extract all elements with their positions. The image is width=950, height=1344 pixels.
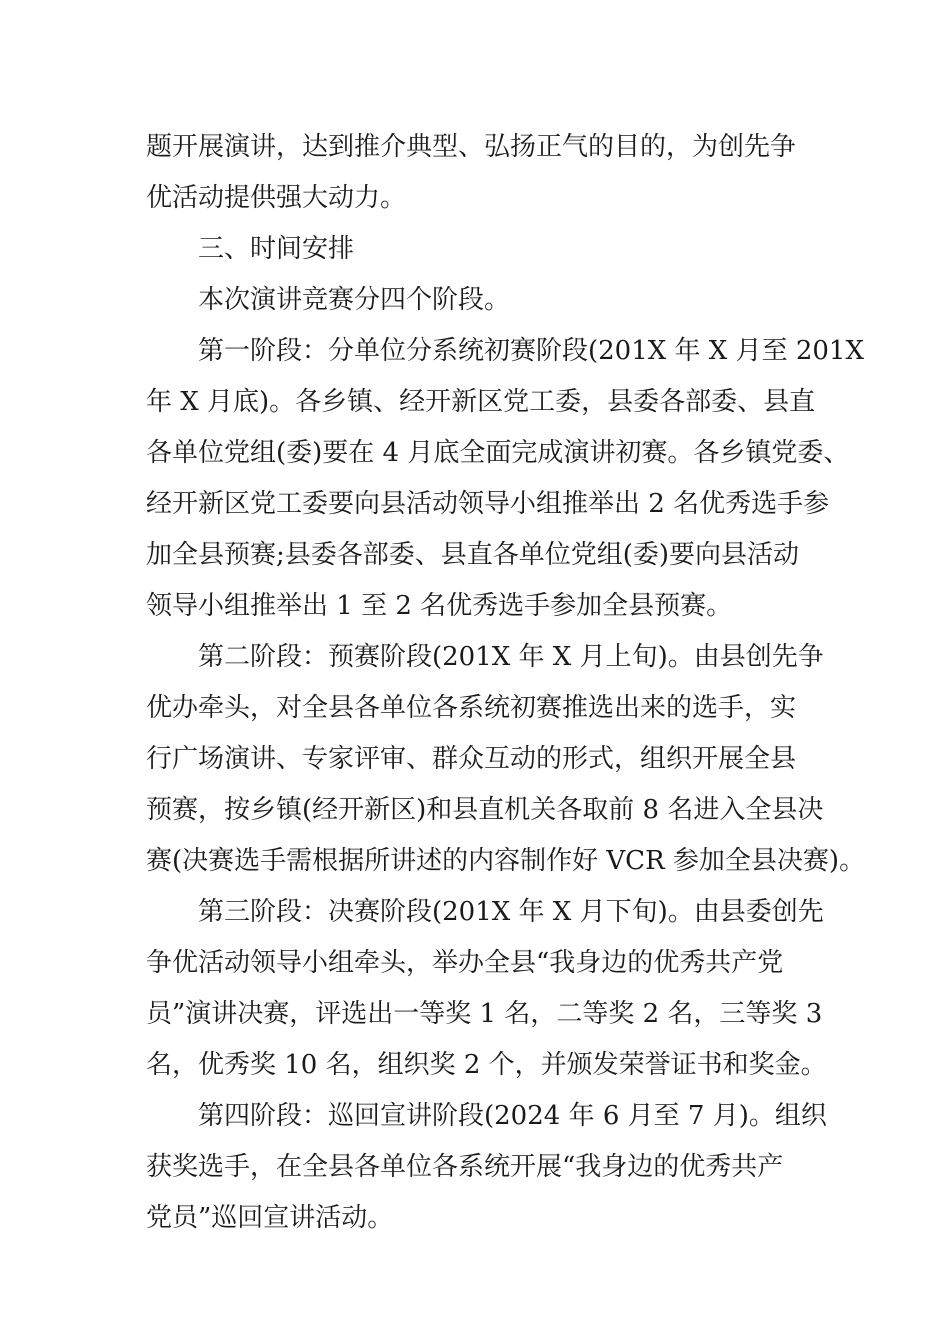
stage-one-line-1: 第一阶段：分单位分系统初赛阶段(201X 年 X 月至 201X xyxy=(198,336,864,366)
text-line-2: 优活动提供强大动力。 xyxy=(146,183,407,213)
text-line-4: 本次演讲竞赛分四个阶段。 xyxy=(198,285,511,315)
document-body xyxy=(146,122,866,1244)
stage-two-line-3: 行广场演讲、专家评审、群众互动的形式，组织开展全县 xyxy=(146,744,797,774)
section-heading-time-schedule: 三、时间安排 xyxy=(198,234,355,264)
stage-three-line-1: 第三阶段：决赛阶段(201X 年 X 月下旬)。由县委创先 xyxy=(198,897,824,927)
stage-one-line-3: 各单位党组(委)要在 4 月底全面完成演讲初赛。各乡镇党委、 xyxy=(146,438,850,468)
stage-four-line-1: 第四阶段：巡回宣讲阶段(2024 年 6 月至 7 月)。组织 xyxy=(198,1101,827,1131)
stage-one-line-5: 加全县预赛;县委各部委、县直各单位党组(委)要向县活动 xyxy=(146,540,800,570)
stage-one-line-4: 经开新区党工委要向县活动领导小组推举出 2 名优秀选手参 xyxy=(146,489,830,519)
stage-three-line-4: 名，优秀奖 10 名，组织奖 2 个，并颁发荣誉证书和奖金。 xyxy=(146,1050,827,1080)
stage-four-line-3: 党员”巡回宣讲活动。 xyxy=(146,1203,394,1233)
stage-three-line-3: 员”演讲决赛，评选出一等奖 1 名，二等奖 2 名，三等奖 3 xyxy=(146,999,823,1029)
stage-four-line-2: 获奖选手，在全县各单位各系统开展“我身边的优秀共产 xyxy=(146,1152,784,1182)
stage-two-line-2: 优办牵头，对全县各单位各系统初赛推选出来的选手，实 xyxy=(146,693,797,723)
stage-two-line-4: 预赛，按乡镇(经开新区)和县直机关各取前 8 名进入全县决 xyxy=(146,795,824,825)
stage-one-line-6: 领导小组推举出 1 至 2 名优秀选手参加全县预赛。 xyxy=(146,591,733,621)
text-line-1: 题开展演讲，达到推介典型、弘扬正气的目的，为创先争 xyxy=(146,132,797,162)
stage-one-line-2: 年 X 月底)。各乡镇、经开新区党工委，县委各部委、县直 xyxy=(146,387,816,417)
stage-three-line-2: 争优活动领导小组牵头，举办全县“我身边的优秀共产党 xyxy=(146,948,784,978)
stage-two-line-5: 赛(决赛选手需根据所讲述的内容制作好 VCR 参加全县决赛)。 xyxy=(146,846,866,876)
stage-two-line-1: 第二阶段：预赛阶段(201X 年 X 月上旬)。由县创先争 xyxy=(198,642,824,672)
